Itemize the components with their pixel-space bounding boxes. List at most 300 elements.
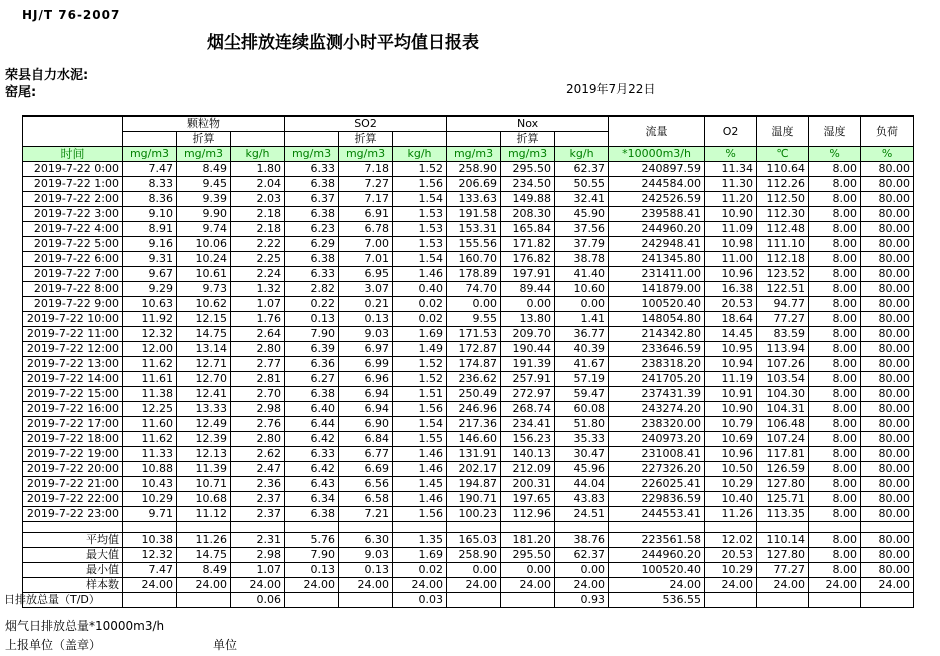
- cell: 212.09: [501, 462, 555, 477]
- cell: 13.33: [177, 402, 231, 417]
- row-label: 2019-7-22 20:00: [23, 462, 123, 477]
- cell: 1.41: [555, 312, 609, 327]
- cell: 125.71: [757, 492, 809, 507]
- blank-cell: [339, 522, 393, 533]
- cell: 80.00: [861, 282, 914, 297]
- cell: 80.00: [861, 548, 914, 563]
- cell: 6.39: [285, 342, 339, 357]
- col-header-flow: 流量: [609, 116, 705, 147]
- cell: 30.47: [555, 447, 609, 462]
- cell: 156.23: [501, 432, 555, 447]
- cell: 6.34: [285, 492, 339, 507]
- row-label: 2019-7-22 22:00: [23, 492, 123, 507]
- cell: 45.90: [555, 207, 609, 222]
- cell: 80.00: [861, 252, 914, 267]
- cell: 8.00: [809, 372, 861, 387]
- unit-header: mg/m3: [339, 147, 393, 162]
- blank-cell: [123, 132, 177, 147]
- cell: 231008.41: [609, 447, 705, 462]
- cell: 9.73: [177, 282, 231, 297]
- cell: 8.00: [809, 402, 861, 417]
- cell: 2.03: [231, 192, 285, 207]
- cell: 217.36: [447, 417, 501, 432]
- cell: 43.83: [555, 492, 609, 507]
- cell: 80.00: [861, 387, 914, 402]
- cell: 148054.80: [609, 312, 705, 327]
- cell: 10.68: [177, 492, 231, 507]
- cell: 244960.20: [609, 222, 705, 237]
- cell: 1.45: [393, 477, 447, 492]
- cell: 9.90: [177, 207, 231, 222]
- page-title: 烟尘排放连续监测小时平均值日报表: [207, 33, 479, 53]
- cell: 6.69: [339, 462, 393, 477]
- cell: 8.00: [809, 492, 861, 507]
- cell: 77.27: [757, 563, 809, 578]
- cell: 74.70: [447, 282, 501, 297]
- spacer-row: [23, 522, 914, 533]
- cell: 1.52: [393, 357, 447, 372]
- cell: 9.71: [123, 507, 177, 522]
- cell: 6.30: [339, 533, 393, 548]
- cell: 38.76: [555, 533, 609, 548]
- cell: [501, 593, 555, 608]
- col-group-pm: 颗粒物: [123, 116, 285, 132]
- cell: 258.90: [447, 548, 501, 563]
- table-row: [23, 462, 914, 477]
- cell: 1.32: [231, 282, 285, 297]
- cell: 0.93: [555, 593, 609, 608]
- col-header-o2: O2: [705, 116, 757, 147]
- cell: 10.96: [705, 447, 757, 462]
- cell: 6.37: [285, 192, 339, 207]
- cell: 1.69: [393, 327, 447, 342]
- cell: 9.45: [177, 177, 231, 192]
- cell: 7.90: [285, 327, 339, 342]
- cell: 37.56: [555, 222, 609, 237]
- row-label: 最小值: [23, 563, 123, 578]
- row-label: 2019-7-22 23:00: [23, 507, 123, 522]
- cell: 11.12: [177, 507, 231, 522]
- unit-header: mg/m3: [447, 147, 501, 162]
- unit-header: ℃: [757, 147, 809, 162]
- cell: 8.00: [809, 297, 861, 312]
- cell: 112.96: [501, 507, 555, 522]
- cell: 1.69: [393, 548, 447, 563]
- cell: 6.27: [285, 372, 339, 387]
- cell: 24.00: [123, 578, 177, 593]
- cell: 16.38: [705, 282, 757, 297]
- cell: 1.54: [393, 417, 447, 432]
- cell: 133.63: [447, 192, 501, 207]
- cell: 7.01: [339, 252, 393, 267]
- blank-cell: [757, 522, 809, 533]
- cell: 12.32: [123, 327, 177, 342]
- cell: 2.80: [231, 342, 285, 357]
- cell: 80.00: [861, 417, 914, 432]
- cell: 80.00: [861, 492, 914, 507]
- cell: 8.33: [123, 177, 177, 192]
- converted-header-so2: 折算: [339, 132, 393, 147]
- cell: 2.81: [231, 372, 285, 387]
- cell: 110.14: [757, 533, 809, 548]
- table-row: [23, 237, 914, 252]
- blank-cell: [285, 132, 339, 147]
- cell: 11.61: [123, 372, 177, 387]
- col-header-load: 负荷: [861, 116, 914, 147]
- cell: 0.13: [285, 563, 339, 578]
- blank-cell: [809, 522, 861, 533]
- cell: 10.29: [705, 563, 757, 578]
- unit-header: kg/h: [393, 147, 447, 162]
- cell: 107.26: [757, 357, 809, 372]
- cell: 238320.00: [609, 417, 705, 432]
- cell: 2.22: [231, 237, 285, 252]
- cell: 1.53: [393, 207, 447, 222]
- cell: 223561.58: [609, 533, 705, 548]
- cell: 62.37: [555, 548, 609, 563]
- cell: 176.82: [501, 252, 555, 267]
- row-label: 2019-7-22 11:00: [23, 327, 123, 342]
- cell: 8.00: [809, 207, 861, 222]
- cell: 8.00: [809, 563, 861, 578]
- cell: 8.36: [123, 192, 177, 207]
- cell: 1.56: [393, 507, 447, 522]
- cell: 10.40: [705, 492, 757, 507]
- cell: 24.00: [177, 578, 231, 593]
- row-label: 2019-7-22 4:00: [23, 222, 123, 237]
- cell: 7.00: [339, 237, 393, 252]
- cell: 8.91: [123, 222, 177, 237]
- table-row: [23, 372, 914, 387]
- cell: 80.00: [861, 533, 914, 548]
- cell: 6.40: [285, 402, 339, 417]
- cell: 8.00: [809, 342, 861, 357]
- cell: 9.03: [339, 548, 393, 563]
- cell: 6.33: [285, 447, 339, 462]
- cell: 0.00: [555, 563, 609, 578]
- cell: 10.88: [123, 462, 177, 477]
- cell: 20.53: [705, 297, 757, 312]
- cell: 2.80: [231, 432, 285, 447]
- cell: 11.62: [123, 357, 177, 372]
- cell: 6.84: [339, 432, 393, 447]
- cell: 13.80: [501, 312, 555, 327]
- cell: 8.00: [809, 252, 861, 267]
- cell: 2.36: [231, 477, 285, 492]
- cell: 1.76: [231, 312, 285, 327]
- row-label: 2019-7-22 12:00: [23, 342, 123, 357]
- cell: 190.44: [501, 342, 555, 357]
- cell: 165.03: [447, 533, 501, 548]
- table-row: [23, 402, 914, 417]
- cell: 1.80: [231, 162, 285, 177]
- group-header-row: [23, 116, 914, 132]
- cell: 24.00: [609, 578, 705, 593]
- cell: 24.00: [705, 578, 757, 593]
- cell: 243274.20: [609, 402, 705, 417]
- converted-header-nox: 折算: [501, 132, 555, 147]
- cell: 295.50: [501, 548, 555, 563]
- cell: 258.90: [447, 162, 501, 177]
- cell: 0.02: [393, 297, 447, 312]
- cell: 112.18: [757, 252, 809, 267]
- cell: 6.38: [285, 387, 339, 402]
- cell: 112.30: [757, 207, 809, 222]
- cell: 10.79: [705, 417, 757, 432]
- row-label: 2019-7-22 8:00: [23, 282, 123, 297]
- cell: 6.29: [285, 237, 339, 252]
- cell: 6.56: [339, 477, 393, 492]
- cell: 10.60: [555, 282, 609, 297]
- cell: 194.87: [447, 477, 501, 492]
- cell: 9.03: [339, 327, 393, 342]
- cell: 106.48: [757, 417, 809, 432]
- cell: 234.50: [501, 177, 555, 192]
- cell: 0.13: [339, 312, 393, 327]
- cell: 1.53: [393, 222, 447, 237]
- row-label: 日排放总量（T/D）: [23, 593, 123, 608]
- cell: 165.84: [501, 222, 555, 237]
- cell: 10.98: [705, 237, 757, 252]
- cell: 6.91: [339, 207, 393, 222]
- cell: 35.33: [555, 432, 609, 447]
- table-row: [23, 327, 914, 342]
- cell: 1.51: [393, 387, 447, 402]
- table-row: [23, 252, 914, 267]
- cell: 8.00: [809, 312, 861, 327]
- cell: 226025.41: [609, 477, 705, 492]
- cell: 8.00: [809, 387, 861, 402]
- cell: 10.95: [705, 342, 757, 357]
- cell: 24.00: [757, 578, 809, 593]
- cell: 80.00: [861, 267, 914, 282]
- cell: 7.18: [339, 162, 393, 177]
- cell: 51.80: [555, 417, 609, 432]
- unit-header: kg/h: [555, 147, 609, 162]
- company-name: 荣县自力水泥:: [5, 68, 89, 83]
- row-label: 2019-7-22 1:00: [23, 177, 123, 192]
- cell: 10.62: [177, 297, 231, 312]
- units-row: [23, 147, 914, 162]
- cell: 240973.20: [609, 432, 705, 447]
- unit-header: %: [705, 147, 757, 162]
- cell: 24.00: [447, 578, 501, 593]
- table-row: [23, 507, 914, 522]
- table-body: [4, 162, 914, 608]
- cell: 1.46: [393, 447, 447, 462]
- cell: 10.90: [705, 207, 757, 222]
- cell: 80.00: [861, 297, 914, 312]
- row-label: 2019-7-22 9:00: [23, 297, 123, 312]
- cell: 6.58: [339, 492, 393, 507]
- cell: 20.53: [705, 548, 757, 563]
- cell: 240897.59: [609, 162, 705, 177]
- cell: 11.00: [705, 252, 757, 267]
- cell: 0.13: [339, 563, 393, 578]
- cell: 0.13: [285, 312, 339, 327]
- cell: 1.55: [393, 432, 447, 447]
- cell: 126.59: [757, 462, 809, 477]
- table-row: [23, 563, 914, 578]
- cell: 238318.20: [609, 357, 705, 372]
- cell: 12.32: [123, 548, 177, 563]
- cell: 10.24: [177, 252, 231, 267]
- cell: 117.81: [757, 447, 809, 462]
- cell: 8.00: [809, 548, 861, 563]
- cell: 113.35: [757, 507, 809, 522]
- cell: 37.79: [555, 237, 609, 252]
- cell: 11.20: [705, 192, 757, 207]
- unit-header: kg/h: [231, 147, 285, 162]
- cell: 8.49: [177, 563, 231, 578]
- cell: 8.00: [809, 327, 861, 342]
- blank-cell: [177, 522, 231, 533]
- row-label: 2019-7-22 5:00: [23, 237, 123, 252]
- cell: 227326.20: [609, 462, 705, 477]
- cell: 2.37: [231, 492, 285, 507]
- cell: 155.56: [447, 237, 501, 252]
- cell: 0.22: [285, 297, 339, 312]
- cell: 6.33: [285, 162, 339, 177]
- cell: 146.60: [447, 432, 501, 447]
- table-row: [23, 342, 914, 357]
- cell: 0.02: [393, 312, 447, 327]
- cell: 12.39: [177, 432, 231, 447]
- cell: [447, 593, 501, 608]
- cell: 2.62: [231, 447, 285, 462]
- table-row: [23, 162, 914, 177]
- cell: 123.52: [757, 267, 809, 282]
- cell: 160.70: [447, 252, 501, 267]
- cell: 8.00: [809, 192, 861, 207]
- cell: 0.00: [555, 297, 609, 312]
- cell: 6.94: [339, 387, 393, 402]
- cell: 140.13: [501, 447, 555, 462]
- cell: 10.94: [705, 357, 757, 372]
- row-label: 2019-7-22 16:00: [23, 402, 123, 417]
- blank-cell: [393, 132, 447, 147]
- cell: 1.46: [393, 267, 447, 282]
- cell: 10.91: [705, 387, 757, 402]
- row-label: 2019-7-22 17:00: [23, 417, 123, 432]
- cell: 6.77: [339, 447, 393, 462]
- cell: 9.67: [123, 267, 177, 282]
- cell: 11.92: [123, 312, 177, 327]
- cell: 237431.39: [609, 387, 705, 402]
- cell: 80.00: [861, 432, 914, 447]
- cell: 80.00: [861, 192, 914, 207]
- cell: 80.00: [861, 462, 914, 477]
- cell: 5.76: [285, 533, 339, 548]
- cell: 60.08: [555, 402, 609, 417]
- cell: 6.94: [339, 402, 393, 417]
- cell: 38.78: [555, 252, 609, 267]
- cell: 6.44: [285, 417, 339, 432]
- cell: 77.27: [757, 312, 809, 327]
- cell: 268.74: [501, 402, 555, 417]
- cell: 8.00: [809, 507, 861, 522]
- cell: 6.97: [339, 342, 393, 357]
- blank-cell: [23, 522, 123, 533]
- row-label: 2019-7-22 15:00: [23, 387, 123, 402]
- cell: 172.87: [447, 342, 501, 357]
- cell: 8.00: [809, 417, 861, 432]
- cell: 11.62: [123, 432, 177, 447]
- cell: 9.74: [177, 222, 231, 237]
- table-row: [23, 548, 914, 563]
- cell: 36.77: [555, 327, 609, 342]
- row-label: 2019-7-22 3:00: [23, 207, 123, 222]
- cell: 80.00: [861, 447, 914, 462]
- report-unit-label: 上报单位（盖章）: [5, 638, 102, 652]
- cell: 80.00: [861, 477, 914, 492]
- row-label: 2019-7-22 0:00: [23, 162, 123, 177]
- cell: 11.60: [123, 417, 177, 432]
- table-row: [23, 267, 914, 282]
- row-label: 2019-7-22 7:00: [23, 267, 123, 282]
- cell: 6.42: [285, 432, 339, 447]
- row-label: 2019-7-22 21:00: [23, 477, 123, 492]
- blank-cell: [555, 522, 609, 533]
- cell: 1.07: [231, 563, 285, 578]
- cell: 241345.80: [609, 252, 705, 267]
- blank-cell: [501, 522, 555, 533]
- unit-header: mg/m3: [177, 147, 231, 162]
- cell: 6.99: [339, 357, 393, 372]
- cell: 9.31: [123, 252, 177, 267]
- cell: 11.19: [705, 372, 757, 387]
- cell: 80.00: [861, 357, 914, 372]
- cell: 122.51: [757, 282, 809, 297]
- row-label: 2019-7-22 6:00: [23, 252, 123, 267]
- cell: 111.10: [757, 237, 809, 252]
- cell: 24.00: [393, 578, 447, 593]
- cell: 1.54: [393, 192, 447, 207]
- cell: 12.15: [177, 312, 231, 327]
- cell: 229836.59: [609, 492, 705, 507]
- cell: 12.13: [177, 447, 231, 462]
- cell: 2.24: [231, 267, 285, 282]
- cell: 8.49: [177, 162, 231, 177]
- cell: 3.07: [339, 282, 393, 297]
- table-row: [23, 282, 914, 297]
- cell: 44.04: [555, 477, 609, 492]
- table-row: [23, 207, 914, 222]
- cell: 7.47: [123, 162, 177, 177]
- cell: 41.67: [555, 357, 609, 372]
- cell: 11.39: [177, 462, 231, 477]
- cell: 80.00: [861, 402, 914, 417]
- cell: [339, 593, 393, 608]
- table-row: [23, 593, 914, 608]
- cell: 0.21: [339, 297, 393, 312]
- row-label: 最大值: [23, 548, 123, 563]
- cell: 2.31: [231, 533, 285, 548]
- blank-cell: [609, 522, 705, 533]
- cell: 6.42: [285, 462, 339, 477]
- cell: 178.89: [447, 267, 501, 282]
- blank-cell: [123, 522, 177, 533]
- cell: 80.00: [861, 237, 914, 252]
- cell: 9.10: [123, 207, 177, 222]
- cell: 0.00: [447, 297, 501, 312]
- cell: 7.17: [339, 192, 393, 207]
- cell: 6.38: [285, 507, 339, 522]
- col-header-time: 时间: [23, 147, 123, 162]
- cell: [285, 593, 339, 608]
- cell: 80.00: [861, 162, 914, 177]
- cell: 80.00: [861, 222, 914, 237]
